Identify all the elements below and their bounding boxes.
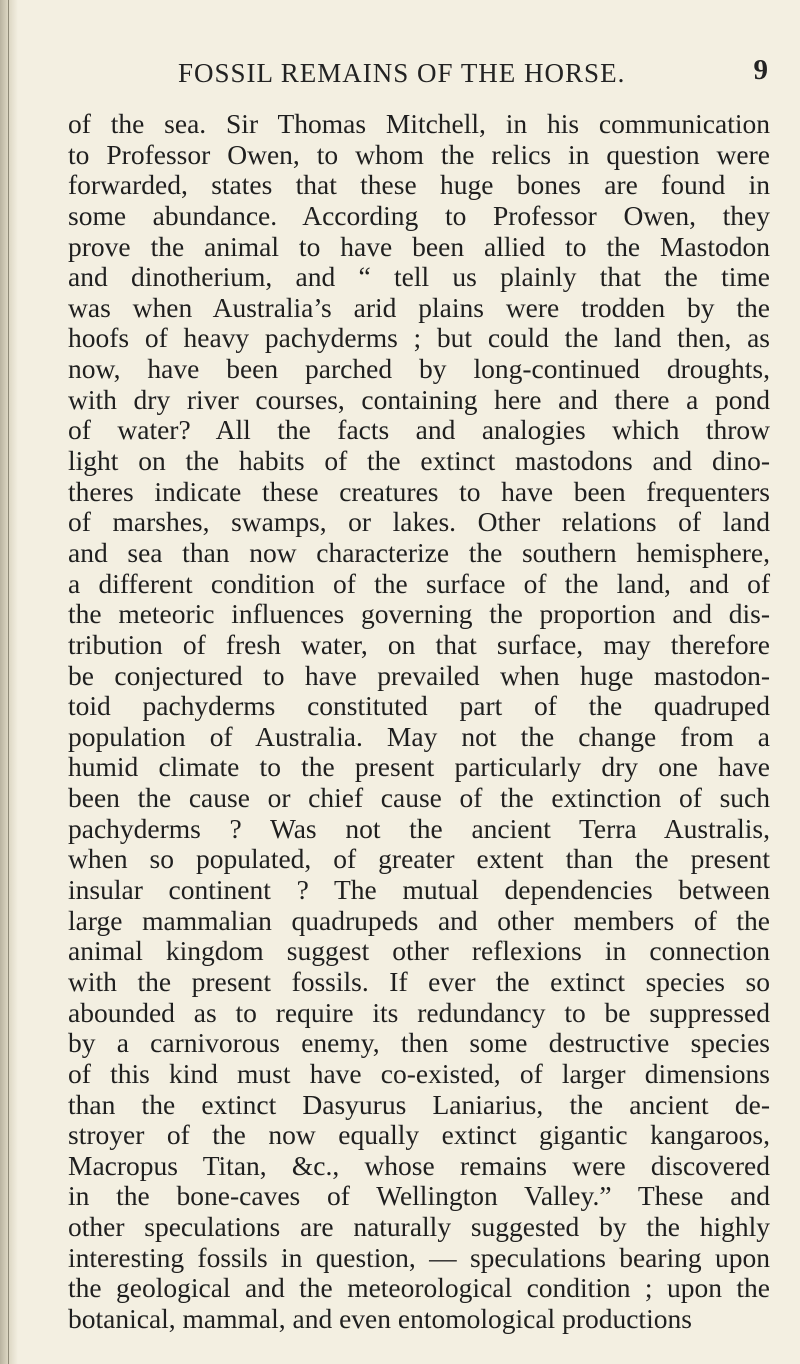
- text-line: and sea than now characterize the southern hemisphere,: [68, 536, 770, 568]
- text-line: stroyer of the now equally extinct gigantic kangaroos,: [68, 1119, 770, 1151]
- running-title: FOSSIL REMAINS OF THE HORSE.: [178, 58, 626, 88]
- text-line: theres indicate these creatures to have been frequenters: [68, 475, 770, 507]
- text-line: forwarded, states that these huge bones are found in: [68, 169, 770, 201]
- body-text: [68, 109, 770, 1335]
- text-line: of water? All the facts and analogies which throw: [68, 414, 770, 446]
- text-line: a different condition of the surface of the land, and of: [68, 567, 770, 599]
- text-line: and dinotherium, and “ tell us plainly that the time: [68, 261, 770, 293]
- gutter-edge-line: [8, 0, 9, 1364]
- text-line: now, have been parched by long-continued droughts,: [68, 353, 770, 385]
- running-head: [68, 54, 768, 98]
- text-line: light on the habits of the extinct mastodons and dino-: [68, 445, 770, 477]
- text-line: of the sea. Sir Thomas Mitchell, in his communication: [68, 108, 770, 139]
- text-line: some abundance. According to Professor Owen, they: [68, 199, 770, 231]
- text-line: the geological and the meteorological condition ; upon the: [68, 1272, 770, 1304]
- text-line: with the present fossils. If ever the extinct species so: [68, 965, 770, 997]
- text-line: when so populated, of greater extent than the present: [68, 843, 770, 875]
- text-line: than the extinct Dasyurus Laniarius, the ancient de-: [68, 1088, 770, 1120]
- text-line: population of Australia. May not the change from a: [68, 720, 770, 752]
- text-line: be conjectured to have prevailed when huge mastodon-: [68, 659, 770, 691]
- text-line: animal kingdom suggest other reflexions in connection: [68, 935, 770, 967]
- text-line: other speculations are naturally suggested by the highly: [68, 1211, 770, 1243]
- text-line: abounded as to require its redundancy to be suppressed: [68, 996, 770, 1028]
- text-line: hoofs of heavy pachyderms ; but could the land then, as: [68, 322, 770, 354]
- text-line: humid climate to the present particularly dry one have: [68, 751, 770, 783]
- text-line: interesting fossils in question, — speculations bearing upon: [68, 1241, 770, 1273]
- text-line: Macropus Titan, &c., whose remains were discovered: [68, 1149, 770, 1181]
- text-line: botanical, mammal, and even entomological productions: [68, 1302, 692, 1334]
- text-line: pachyderms ? Was not the ancient Terra Australis,: [68, 812, 770, 844]
- text-line: large mammalian quadrupeds and other members of the: [68, 904, 770, 936]
- text-line: was when Australia’s arid plains were trodden by the: [68, 291, 770, 323]
- text-line: insular continent ? The mutual dependencies between: [68, 874, 770, 906]
- binding-gutter: [0, 0, 18, 1364]
- text-line: with dry river courses, containing here and there a pond: [68, 383, 770, 415]
- text-line: the meteoric influences governing the proportion and dis-: [68, 598, 770, 630]
- text-line: in the bone-caves of Wellington Valley.” These and: [68, 1180, 770, 1212]
- text-line: by a carnivorous enemy, then some destructive species: [68, 1027, 770, 1059]
- text-line: toid pachyderms constituted part of the quadruped: [68, 690, 770, 722]
- text-line: tribution of fresh water, on that surface, may therefore: [68, 628, 770, 660]
- text-line: of this kind must have co-existed, of larger dimensions: [68, 1057, 770, 1089]
- page-number: 9: [753, 54, 768, 86]
- text-line: been the cause or chief cause of the extinction of such: [68, 782, 770, 814]
- text-line: prove the animal to have been allied to the Mastodon: [68, 230, 770, 262]
- text-line: of marshes, swamps, or lakes. Other relations of land: [68, 506, 770, 538]
- text-line: to Professor Owen, to whom the relics in question were: [68, 138, 770, 170]
